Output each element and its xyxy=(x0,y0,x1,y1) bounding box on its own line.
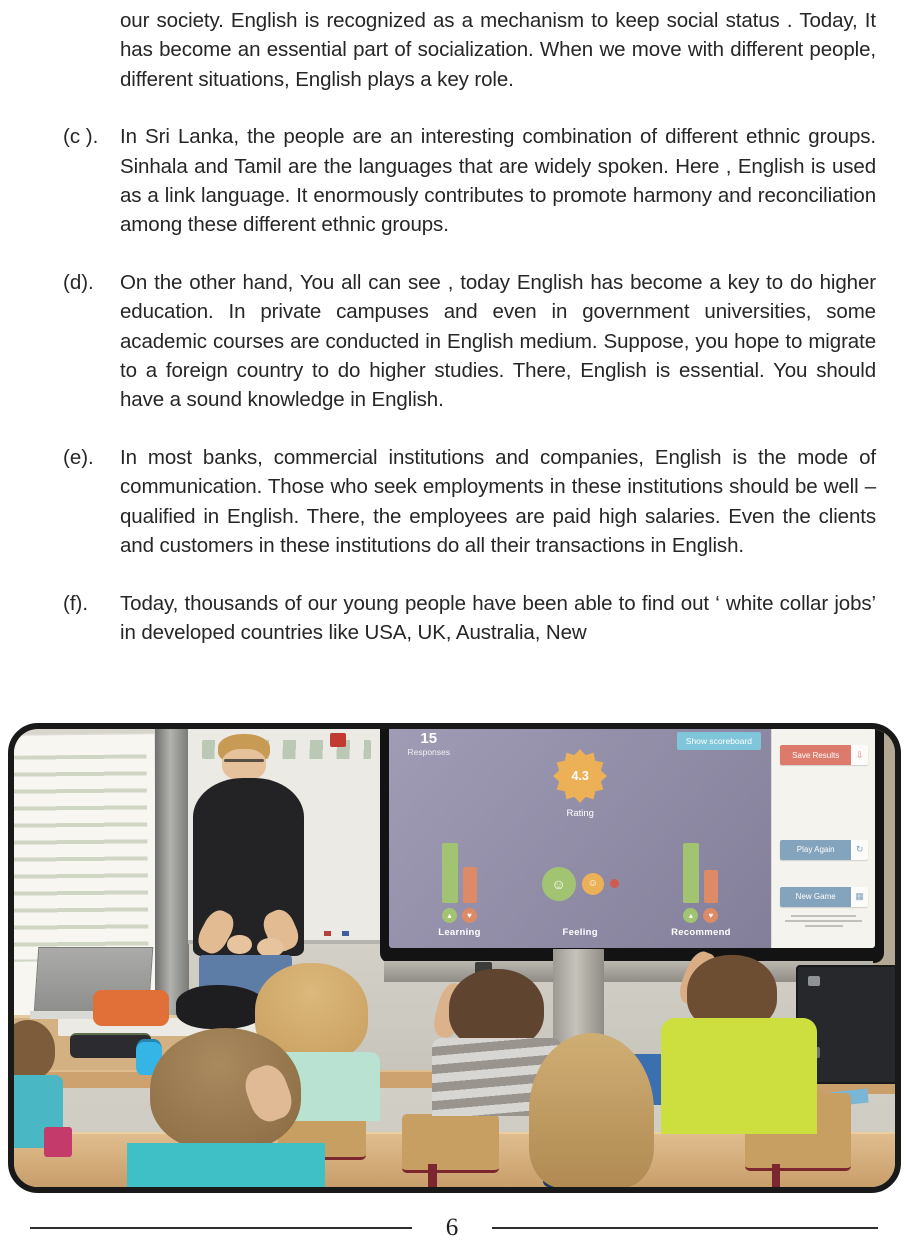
orange-pencil-case xyxy=(93,990,169,1026)
save-results-label: Save Results xyxy=(780,745,851,765)
body-text xyxy=(63,6,876,647)
new-game-button xyxy=(780,887,868,907)
bar-chart-recommend xyxy=(655,841,747,938)
monitor-detail xyxy=(808,976,820,986)
student-brown-hair xyxy=(449,969,544,1049)
smartboard-screen xyxy=(389,723,875,948)
responses-count: 15 xyxy=(420,729,438,747)
chair-leg xyxy=(428,1164,437,1187)
refresh-icon: ↻ xyxy=(851,840,868,860)
responses-label: Responses xyxy=(407,746,451,757)
results-charts xyxy=(389,841,770,938)
paragraph-text: In most banks, commercial institutions and companies, English is the mode of communication. Those who seek employments in these institutions should be well – qualified in English. There, the employees are paid high salaries. Even the clients and customers in these institutions do all their transactions in English. xyxy=(120,445,876,558)
learning-icons xyxy=(442,908,477,923)
chart-label-feeling: Feeling xyxy=(562,926,598,938)
chair xyxy=(402,1114,499,1174)
chart-label-learning: Learning xyxy=(438,926,481,938)
responses-counter xyxy=(407,730,450,757)
smiley-icon: ☺ xyxy=(582,873,604,895)
new-game-label: New Game xyxy=(780,887,851,907)
paragraph-e xyxy=(63,443,876,561)
pink-item xyxy=(44,1127,72,1157)
teacher-face xyxy=(222,749,266,781)
grid-icon: ▦ xyxy=(851,887,868,907)
heart-icon: ♥ xyxy=(462,908,477,923)
black-bag xyxy=(176,985,268,1029)
footer-rule-left xyxy=(30,1227,412,1229)
student-blonde-hair xyxy=(529,1033,654,1189)
classroom-scene xyxy=(14,729,895,1187)
page-number: 6 xyxy=(445,1214,459,1241)
teacher-glasses xyxy=(224,759,265,762)
paragraph-label xyxy=(63,6,120,94)
paragraph-text: On the other hand, You all can see , today English has become a key to do higher education. In private campuses and even in government universities, some academic courses are conducted in English medium. Suppose, you hope to migrate to a foreign country to do higher studies. There, English is essential. You should have a sound knowledge in English. xyxy=(120,270,876,412)
paragraph-text: our society. English is recognized as a mechanism to keep social status . Today, It has become an essential part of socialization. When we move with different people, different situations, English plays a key role. xyxy=(120,9,876,91)
teacher-left-hand xyxy=(227,935,252,954)
download-icon: ⇩ xyxy=(851,745,868,765)
bar-chart-learning xyxy=(413,841,505,938)
flipchart-writing xyxy=(12,754,149,961)
paragraph-c xyxy=(63,122,876,240)
paragraph-label: (d). xyxy=(63,270,94,294)
rating-value: 4.3 xyxy=(571,768,589,783)
star-badge-icon xyxy=(553,749,607,803)
paragraph-label: (c ). xyxy=(63,125,99,149)
orange-bar xyxy=(463,867,477,903)
green-bar xyxy=(442,843,458,903)
triangle-icon: ▴ xyxy=(683,908,698,923)
orange-bar xyxy=(704,870,718,903)
save-results-button xyxy=(780,745,868,765)
paragraph-d xyxy=(63,268,876,415)
classroom-photo xyxy=(8,723,901,1193)
footer-rule-right xyxy=(492,1227,878,1229)
paragraph-text: Today, thousands of our young people have been able to find out ‘ white collar jobs’ in developed countries like USA, UK, Australia, New xyxy=(120,591,876,644)
tray-marker-red xyxy=(324,931,331,936)
paragraph-text: In Sri Lanka, the people are an interesting combination of different ethnic groups. Sinhala and Tamil are the languages that are widely spoken. Here , English is used as a link language. It enormously contributes to promote harmony and reconciliation among these different ethnic groups. xyxy=(120,125,876,237)
green-bar xyxy=(683,843,699,903)
student-teal-shirt xyxy=(127,1143,325,1187)
tray-marker-blue xyxy=(342,931,349,936)
paragraph-f xyxy=(63,589,876,648)
feeling-chart xyxy=(534,841,626,938)
fine-print-lines xyxy=(785,912,862,930)
recommend-bars xyxy=(683,841,718,903)
recommend-icons xyxy=(683,908,718,923)
paragraph-label: (f). xyxy=(63,591,89,615)
red-marker xyxy=(330,733,346,747)
show-scoreboard-button: Show scoreboard xyxy=(677,732,761,750)
heart-icon: ♥ xyxy=(703,908,718,923)
chart-label-recommend: Recommend xyxy=(671,926,731,938)
paragraph-label: (e). xyxy=(63,445,94,469)
learning-bars xyxy=(442,841,477,903)
play-again-label: Play Again xyxy=(780,840,851,860)
play-again-button xyxy=(780,840,868,860)
smiley-icon: ☺ xyxy=(542,867,576,901)
small-dot-icon xyxy=(610,879,619,888)
page-footer xyxy=(0,1213,910,1243)
paragraph-intro xyxy=(63,6,876,94)
rating-badge xyxy=(535,749,625,819)
teacher-right-hand xyxy=(257,938,283,957)
smartboard xyxy=(380,723,884,963)
triangle-icon: ▴ xyxy=(442,908,457,923)
student-yellow-shirt xyxy=(661,1018,818,1135)
quiz-results-panel xyxy=(389,723,770,948)
screen-sidebar xyxy=(771,723,875,948)
rating-label: Rating xyxy=(566,807,594,819)
chair-leg xyxy=(772,1164,781,1187)
feeling-circles xyxy=(542,841,619,927)
